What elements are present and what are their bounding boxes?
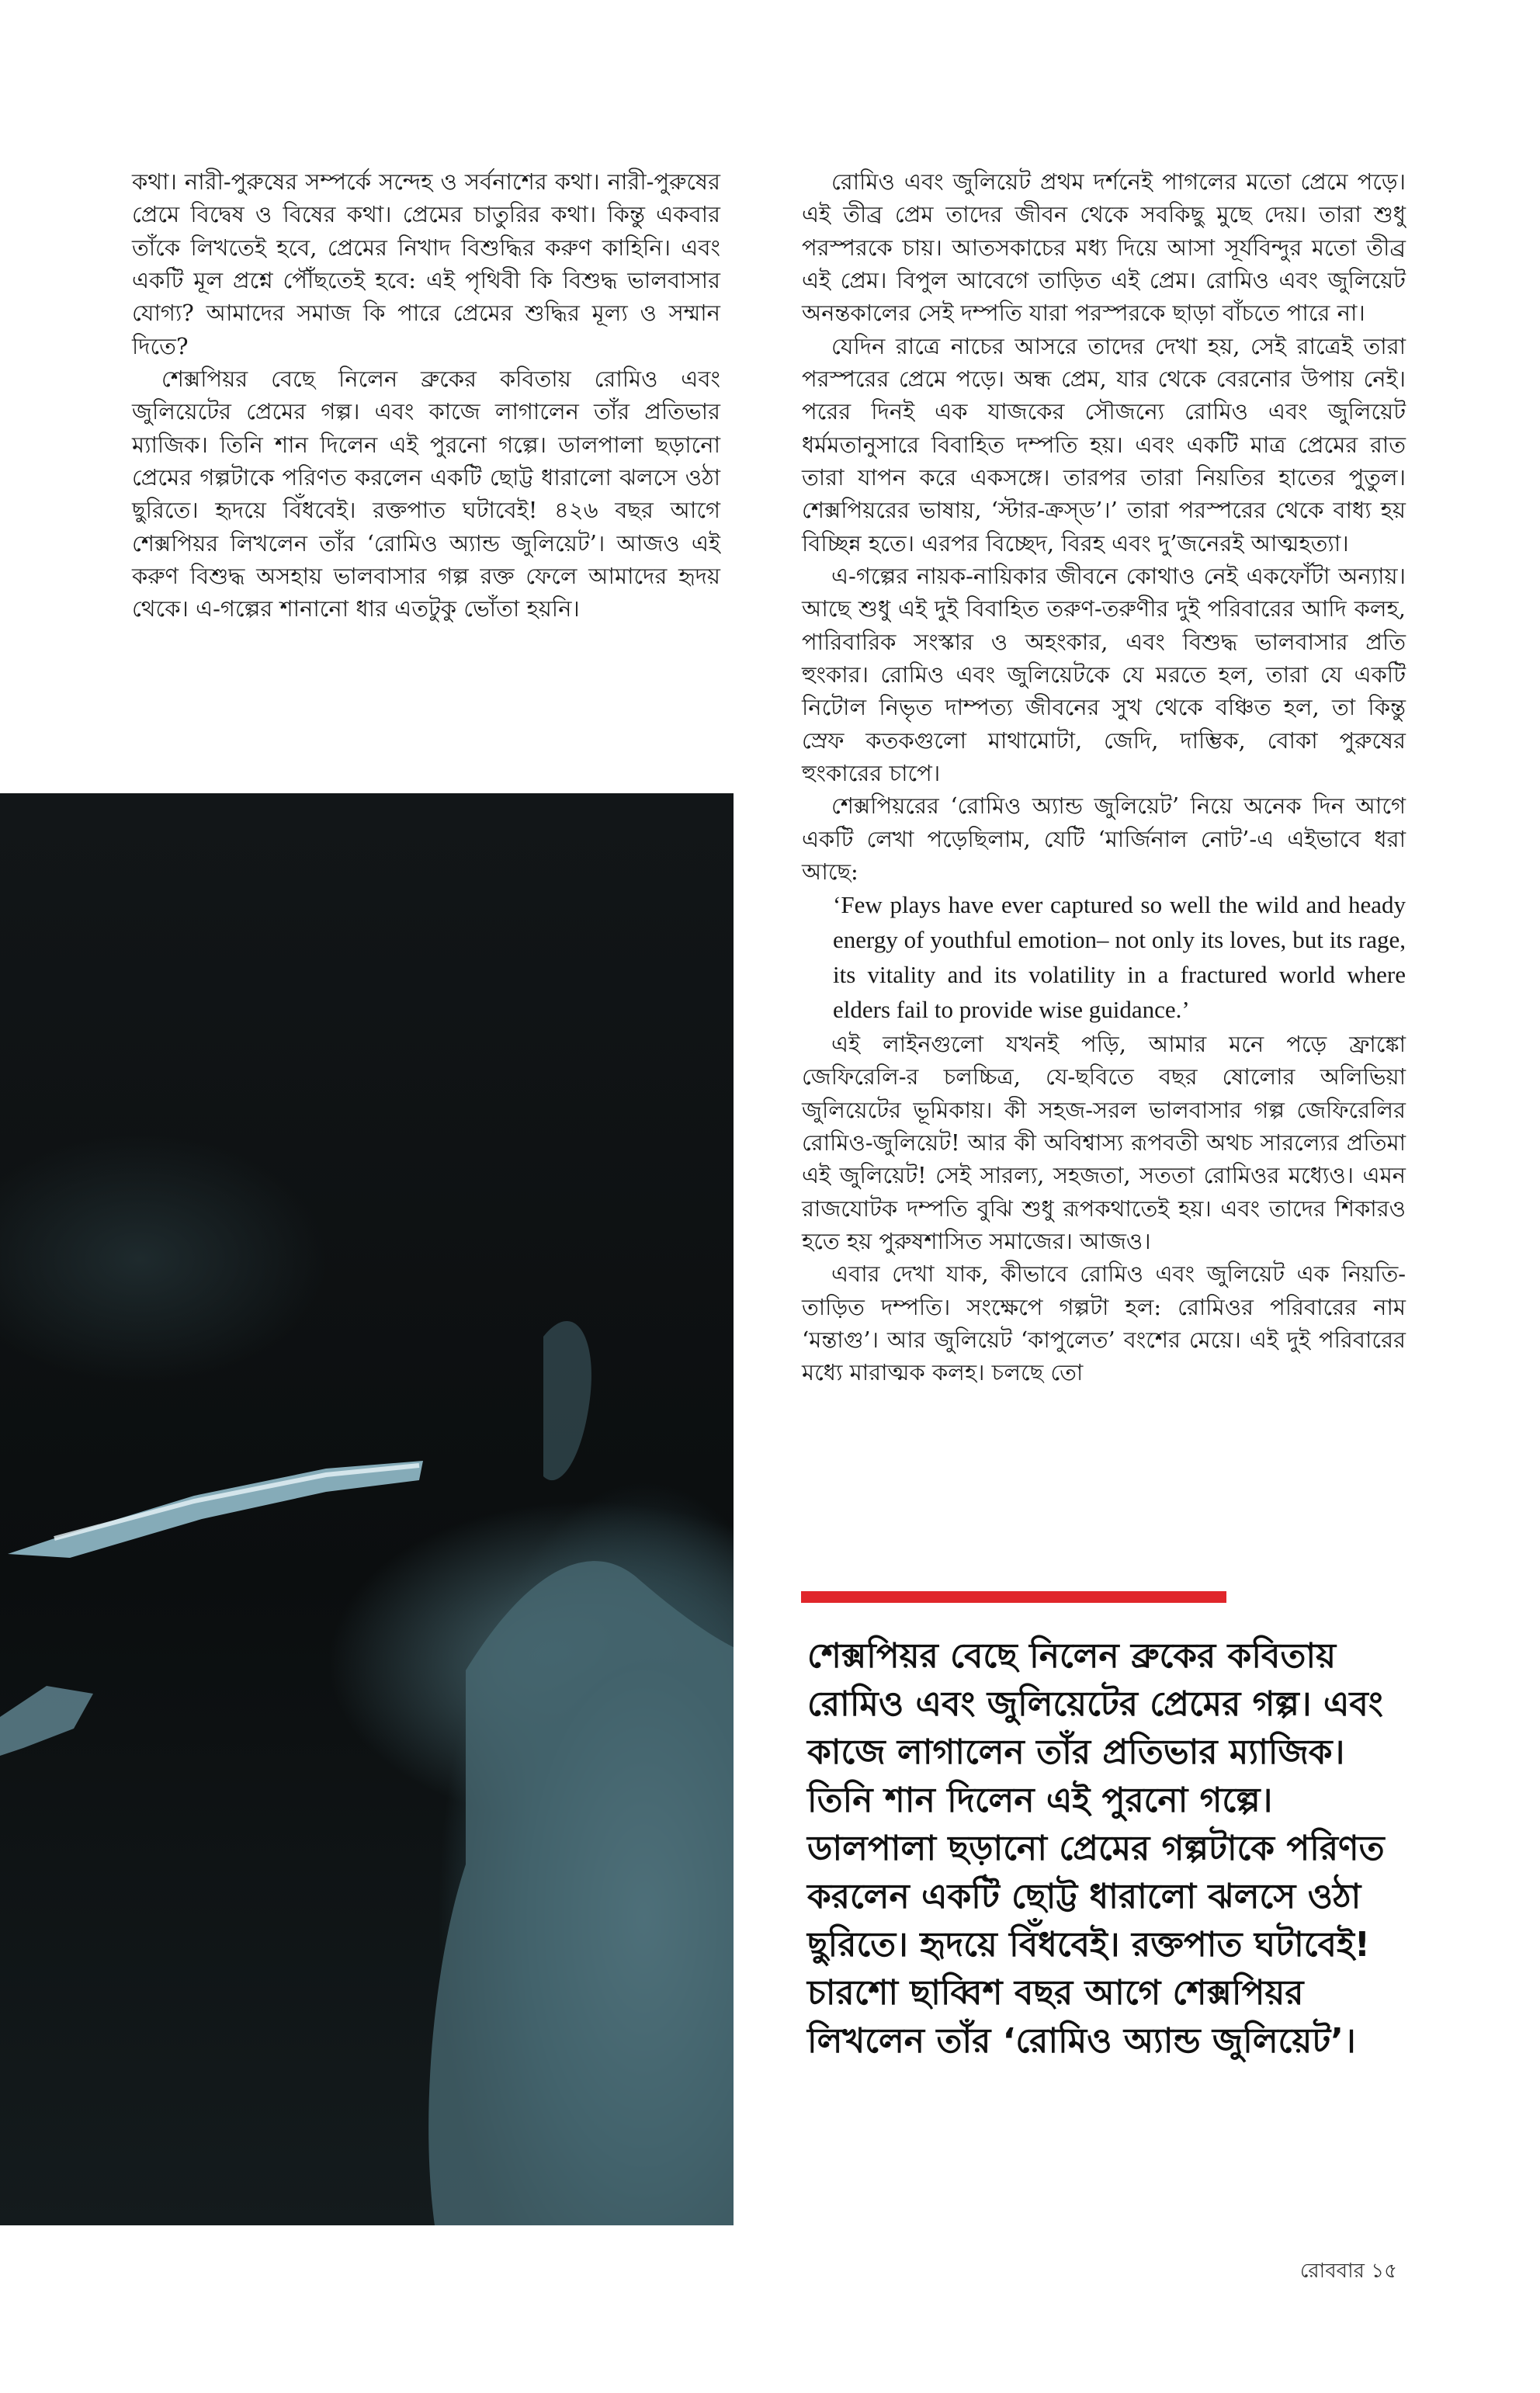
english-quote: ‘Few plays have ever captured so well the wild and heady energy of youthful emotion– not only its loves, but its rage, its vitality and its volatility in a fractured world where elders fail to provide wise guidance.’	[833, 891, 1406, 1024]
article-paragraph: যেদিন রাত্রে নাচের আসরে তাদের দেখা হয়, সেই রাত্রেই তারা পরস্পরের প্রেমে পড়ে। অন্ধ প্রেম, যার থেকে বেরনোর উপায় নেই। পরের দিনই এক যাজকের সৌজন্যে রোমিও এবং জুলিয়েট ধর্মমতানুসারে বিবাহিত দম্পতি হয়। এবং একটি মাত্র প্রেমের রাত তারা যাপন করে একসঙ্গে। তারপর তারা নিয়তির হাতের পুতুল। শেক্সপিয়রের ভাষায়, ‘স্টার-ক্রস্‌ড’।’ তারা পরস্পরের থেকে বাধ্য হয় বিচ্ছিন্ন হতে। এরপর বিচ্ছেদ, বিরহ এবং দু’জনেরই আত্মহত্যা।	[802, 332, 1406, 557]
pull-quote: শেক্সপিয়র বেছে নিলেন ব্রুকের কবিতায় রোমিও এবং জুলিয়েটের প্রেমের গল্প। এবং কাজে লাগালেন তাঁর প্রতিভার ম্যাজিক। তিনি শান দিলেন এই পুরনো গল্পে। ডালপালা ছড়ানো প্রেমের গল্পটাকে পরিণত করলেন একটি ছোট্ট ধারালো ঝলসে ওঠা ছুরিতে। হৃদয়ে বিঁধবেই। রক্তপাত ঘটাবেই! চারশো ছাব্বিশ বছর আগে শেক্সপিয়র লিখলেন তাঁর ‘রোমিও অ্যান্ড জুলিয়েট’।	[807, 1636, 1385, 2062]
dagger-illustration	[0, 793, 734, 2225]
article-paragraph: রোমিও এবং জুলিয়েট প্রথম দর্শনেই পাগলের মতো প্রেমে পড়ে। এই তীব্র প্রেম তাদের জীবন থেকে সবকিছু মুছে দেয়। তারা শুধু পরস্পরকে চায়। আতসকাচের মধ্য দিয়ে আসা সূর্যবিন্দুর মতো তীব্র এই প্রেম। বিপুল আবেগে তাড়িত এই প্রেম। রোমিও এবং জুলিয়েট অনন্তকালের সেই দম্পতি যারা পরস্পরকে ছাড়া বাঁচতে পারে না।	[802, 168, 1406, 327]
cloth-fragment-shape	[0, 1686, 93, 1756]
page-folio: রোববার ১৫	[1299, 2259, 1397, 2283]
article-right-column	[802, 165, 1406, 1389]
english-quote-block	[802, 888, 1406, 1028]
article-paragraph: এ-গল্পের নায়ক-নায়িকার জীবনে কোথাও নেই একফোঁটা অন্যায়। আছে শুধু এই দুই বিবাহিত তরুণ-তরুণীর দুই পরিবারের আদি কলহ, পারিবারিক সংস্কার ও অহংকার, এবং বিশুদ্ধ ভালবাসার প্রতি হুংকার। রোমিও এবং জুলিয়েটকে যে মরতে হল, তারা যে একটি নিটোল নিভৃত দাম্পত্য জীবনের সুখ থেকে বঞ্চিত হল, তা কিন্তু স্রেফ কতকগুলো মাথামোটা, জেদি, দাম্ভিক, বোকা পুরুষের হুংকারের চাপে।	[802, 562, 1406, 786]
rock-shape	[428, 1561, 734, 2225]
article-paragraph: শেক্সপিয়র বেছে নিলেন ব্রুকের কবিতায় রোমিও এবং জুলিয়েটের প্রেমের গল্প। এবং কাজে লাগালেন তাঁর প্রতিভার ম্যাজিক। তিনি শান দিলেন এই পুরনো গল্পে। ডালপালা ছড়ানো প্রেমের গল্পটাকে পরিণত করলেন একটি ছোট্ট ধারালো ঝলসে ওঠা ছুরিতে। হৃদয়ে বিঁধবেই। রক্তপাত ঘটাবেই! ৪২৬ বছর আগে শেক্সপিয়র লিখলেন তাঁর ‘রোমিও অ্যান্ড জুলিয়েট’। আজও এই করুণ বিশুদ্ধ অসহায় ভালবাসার গল্প রক্ত ফেলে আমাদের হৃদয় থেকে। এ-গল্পের শানানো ধার এতটুকু ভোঁতা হয়নি।	[132, 365, 720, 623]
shadow-figure-shape	[543, 1321, 591, 1480]
article-left-column	[132, 165, 720, 626]
article-paragraph: এবার দেখা যাক, কীভাবে রোমিও এবং জুলিয়েট এক নিয়তি-তাড়িত দম্পতি। সংক্ষেপে গল্পটা হল: রোমিওর পরিবারের নাম ‘মন্তাগু’। আর জুলিয়েট ‘কাপুলেত’ বংশের মেয়ে। এই দুই পরিবারের মধ্যে মারাত্মক কলহ। চলছে তো	[802, 1261, 1406, 1386]
knife-blade-shape	[8, 1461, 423, 1558]
dagger-photo	[0, 793, 734, 2225]
article-paragraph: শেক্সপিয়রের ‘রোমিও অ্যান্ড জুলিয়েট’ নিয়ে অনেক দিন আগে একটি লেখা পড়েছিলাম, যেটি ‘মার্জিনাল নোট’-এ এইভাবে ধরা আছে:	[802, 792, 1406, 885]
pull-quote-accent-bar	[801, 1591, 1226, 1603]
article-paragraph: কথা। নারী-পুরুষের সম্পর্কে সন্দেহ ও সর্বনাশের কথা। নারী-পুরুষের প্রেমে বিদ্বেষ ও বিষের কথা। প্রেমের চাতুরির কথা। কিন্তু একবার তাঁকে লিখতেই হবে, প্রেমের নিখাদ বিশুদ্ধির করুণ কাহিনি। এবং একটি মূল প্রশ্নে পৌঁছতেই হবে: এই পৃথিবী কি বিশুদ্ধ ভালবাসার যোগ্য? আমাদের সমাজ কি পারে প্রেমের শুদ্ধির মূল্য ও সম্মান দিতে?	[132, 168, 720, 359]
article-paragraph: এই লাইনগুলো যখনই পড়ি, আমার মনে পড়ে ফ্রাঙ্কো জেফিরেলি-র চলচ্চিত্র, যে-ছবিতে বছর ষোলোর অলিভিয়া জুলিয়েটের ভূমিকায়। কী সহজ-সরল ভালবাসার গল্প জেফিরেলির রোমিও-জুলিয়েট! আর কী অবিশ্বাস্য রূপবতী অথচ সারল্যের প্রতিমা এই জুলিয়েট! সেই সারল্য, সহজতা, সততা রোমিওর মধ্যেও। এমন রাজযোটক দম্পতি বুঝি শুধু রূপকথাতেই হয়। এবং তাদের শিকারও হতে হয় পুরুষশাসিত সমাজের। আজও।	[802, 1030, 1406, 1254]
